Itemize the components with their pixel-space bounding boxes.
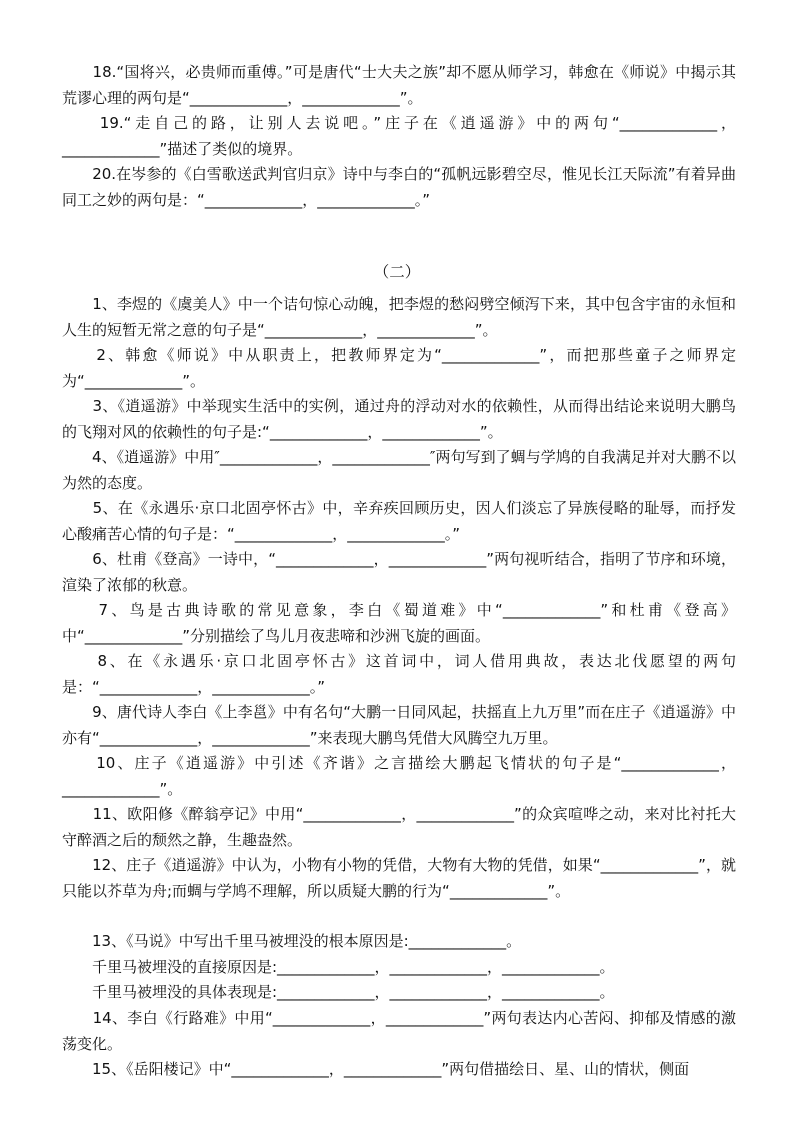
question-2-8: 8、在《永遇乐·京口北固亭怀古》这首词中，词人借用典故，表达北伐愿望的两句是：“_____________，_____________。” (62, 652, 736, 696)
question-2-13: 13、《马说》中写出千里马被埋没的根本原因是:_____________。 (62, 932, 522, 950)
question-2-2: 2、韩愈《师说》中从职责上，把教师界定为“_____________”，而把那些童子之师界定为“_____________”。 (62, 346, 736, 390)
question-2-10: 10、庄子《逍遥游》中引述《齐谐》之言描绘大鹏起飞情状的句子是“_____________，_____________”。 (62, 754, 736, 798)
question-2-13-specific: 千里马被埋没的具体表现是:_____________，_____________，_____________。 (62, 983, 615, 1001)
question-20: 20.在岑参的《白雪歌送武判官归京》诗中与李白的“孤帆远影碧空尽，惟见长江天际流”有着异曲同工之妙的两句是：“_____________，_____________。” (62, 165, 736, 209)
question-2-7: 7、鸟是古典诗歌的常见意象，李白《蜀道难》中“_____________”和杜甫《登高》中“_____________”分别描绘了鸟儿月夜悲啼和沙洲飞旋的画面。 (62, 601, 736, 645)
question-2-4: 4、《逍遥游》中用″_____________，_____________″两句写到了蜩与学鸠的自我满足并对大鹏不以为然的态度。 (62, 448, 736, 492)
question-2-6: 6、杜甫《登高》一诗中，“_____________，_____________”两句视听结合，指明了节序和环境，渲染了浓郁的秋意。 (62, 550, 736, 594)
question-18: 18.“国将兴，必贵师而重傅。”可是唐代“士大夫之族”却不愿从师学习，韩愈在《师说》中揭示其荒谬心理的两句是“_____________，_____________”。 (62, 63, 736, 107)
question-2-11: 11、欧阳修《醉翁亭记》中用“_____________，_____________”的众宾喧哗之动，来对比衬托大守醉酒之后的颓然之静，生趣盎然。 (62, 805, 736, 849)
question-19: 19.“走自己的路，让别人去说吧。”庄子在《逍遥游》中的两句“_____________，_____________”描述了类似的境界。 (62, 114, 736, 158)
question-2-14: 14、李白《行路难》中用“_____________，_____________”两句表达内心苦闷、抑郁及情感的激荡变化。 (62, 1009, 736, 1053)
question-2-3: 3、《逍遥游》中举现实生活中的实例，通过舟的浮动对水的依赖性，从而得出结论来说明大鹏鸟的飞翔对风的依赖性的句子是:“_____________，_____________”。 (62, 397, 736, 441)
question-2-1: 1、李煜的《虞美人》中一个诘句惊心动魄，把李煜的愁闷劈空倾泻下来，其中包含宇宙的永恒和人生的短暂无常之意的句子是“_____________，_____________”。 (62, 295, 736, 339)
question-2-15: 15、《岳阳楼记》中“_____________，_____________”两句借描绘日、星、山的情状，侧面 (62, 1060, 690, 1078)
section-title: （二） (373, 263, 421, 281)
question-2-5: 5、在《永遇乐·京口北固亭怀古》中，辛弃疾回顾历史，因人们淡忘了异族侵略的耻辱，而抒发心酸痛苦心情的句子是：“_____________，_____________。” (62, 499, 736, 543)
question-2-13-direct: 千里马被埋没的直接原因是:_____________，_____________，_____________。 (62, 958, 615, 976)
question-2-12: 12、庄子《逍遥游》中认为，小物有小物的凭借，大物有大物的凭借，如果“_____________”，就只能以芥草为舟;而蜩与学鸠不理解，所以质疑大鹏的行为“_____________”。 (62, 856, 736, 900)
question-2-9: 9、唐代诗人李白《上李邕》中有名句“大鹏一日同风起，扶摇直上九万里”而在庄子《逍遥游》中亦有“_____________，_____________”来表现大鹏鸟凭借大风腾空九万里。 (62, 703, 736, 747)
